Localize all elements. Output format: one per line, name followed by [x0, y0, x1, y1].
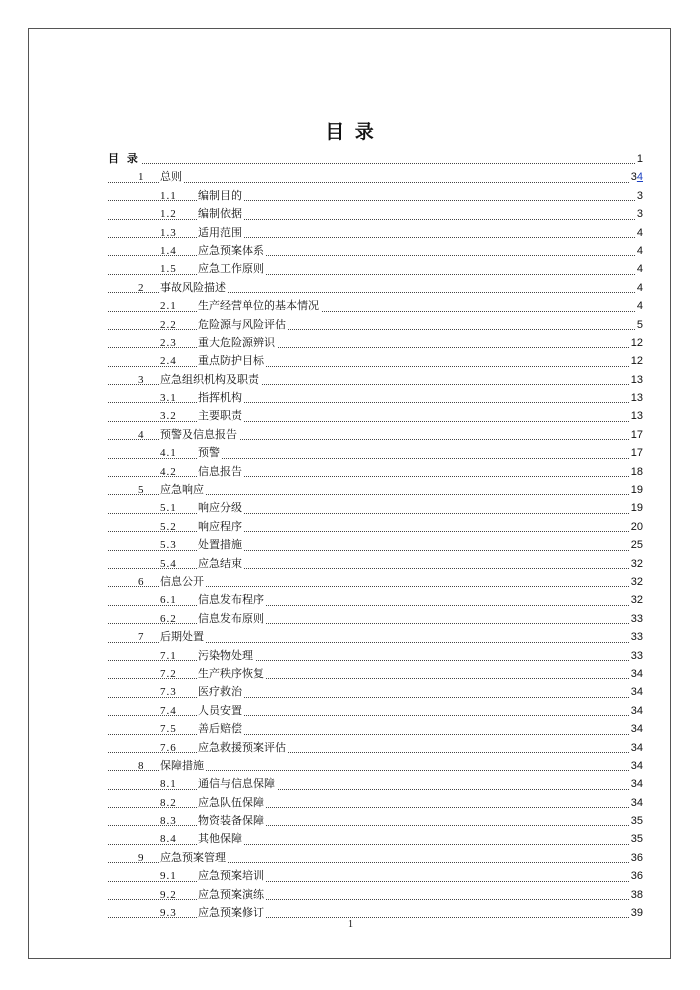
toc-entry-number: 3.1 — [160, 392, 177, 405]
toc-entry-page — [629, 426, 643, 444]
toc-entry-page — [629, 702, 643, 720]
toc-entry-number: 2.2 — [160, 318, 177, 331]
toc-entry-page-value: 32 — [630, 557, 643, 570]
toc-entry-number: 8.4 — [160, 833, 177, 846]
toc-entry-number: 2.3 — [160, 336, 177, 349]
toc-entry-page — [629, 389, 643, 407]
toc-entry-page-value: 13 — [630, 373, 643, 386]
footer-page-number: 1 — [348, 919, 353, 930]
toc-entry-page — [629, 591, 643, 609]
toc-entry-page — [635, 187, 643, 205]
toc-entry-number: 6.2 — [160, 612, 177, 625]
toc-entry-page-value: 4 — [636, 244, 643, 257]
toc-entry-page-value: 4 — [636, 281, 643, 294]
toc-entry-number: 5.2 — [160, 520, 177, 533]
dot-leader — [108, 752, 643, 753]
dot-leader — [108, 476, 643, 477]
toc-entry-label: 应急队伍保障 — [198, 794, 266, 812]
toc-entry-number: 5 — [138, 484, 145, 497]
toc-entry-label: 应急救援预案评估 — [198, 739, 288, 757]
toc-entry[interactable] — [108, 444, 643, 462]
toc-entry[interactable] — [108, 647, 643, 665]
toc-entry[interactable] — [108, 702, 643, 720]
toc-entry-page — [629, 463, 643, 481]
toc-entry-label: 重大危险源辨识 — [198, 334, 277, 352]
toc-entry-page-value: 12 — [630, 355, 643, 368]
toc-entry-page — [629, 739, 643, 757]
toc-entry[interactable] — [108, 297, 643, 315]
toc-entry-label: 信息报告 — [198, 463, 244, 481]
toc-entry-label: 总则 — [160, 168, 184, 186]
dot-leader — [108, 568, 643, 569]
toc-entry-page-value: 33 — [630, 631, 643, 644]
toc-entry-number: 1.1 — [160, 189, 177, 202]
toc-entry-page — [629, 371, 643, 389]
toc-entry-number: 2.1 — [160, 300, 177, 313]
toc-entry-page-value: 34 — [630, 778, 643, 791]
toc-entry-label: 生产秩序恢复 — [198, 665, 266, 683]
toc-entry-label: 人员安置 — [198, 702, 244, 720]
toc-entry-label: 预警 — [198, 444, 222, 462]
toc-entry[interactable] — [108, 665, 643, 683]
toc-entry[interactable] — [108, 794, 643, 812]
toc-entry[interactable] — [108, 224, 643, 242]
dot-leader — [108, 678, 643, 679]
toc-entry-label: 其他保障 — [198, 830, 244, 848]
toc-entry[interactable] — [108, 849, 643, 867]
toc-entry-number: 1.2 — [160, 208, 177, 221]
toc-entry[interactable] — [108, 555, 643, 573]
dot-leader — [108, 219, 643, 220]
toc-entry[interactable] — [108, 499, 643, 517]
toc-entry-number: 9.2 — [160, 888, 177, 901]
toc-entry-label: 应急工作原则 — [198, 260, 266, 278]
toc-entry-label: 应急组织机构及职责 — [160, 371, 261, 389]
toc-entry-label: 物资装备保障 — [198, 812, 266, 830]
toc-entry-page-value: 34 — [630, 667, 643, 680]
toc-entry-label: 应急预案修订 — [198, 904, 266, 922]
document-page — [28, 28, 671, 959]
toc-entry[interactable] — [108, 260, 643, 278]
dot-leader — [108, 899, 643, 900]
toc-entry-page-value: 13 — [630, 392, 643, 405]
toc-entry[interactable] — [108, 867, 643, 885]
toc-entry-page — [629, 573, 643, 591]
toc-entry-page — [629, 720, 643, 738]
toc-entry-page — [629, 499, 643, 517]
toc-entry-number: 1 — [138, 171, 145, 184]
toc-entry-label: 后期处置 — [160, 628, 206, 646]
toc-entry-page-value: 4 — [636, 226, 643, 239]
toc-entry-page-link[interactable]: 4 — [636, 171, 643, 184]
toc-entry-number: 5.4 — [160, 557, 177, 570]
toc-entry[interactable] — [108, 352, 643, 370]
toc-entry-page — [635, 279, 643, 297]
toc-entry-label: 危险源与风险评估 — [198, 316, 288, 334]
toc-entry-page — [629, 830, 643, 848]
toc-entry[interactable] — [108, 316, 643, 334]
toc-entry-page-value: 3 — [636, 189, 643, 202]
toc-entry-label: 重点防护目标 — [198, 352, 266, 370]
toc-entry-page-value: 4 — [636, 263, 643, 276]
toc-entry[interactable] — [108, 389, 643, 407]
toc-entry-number: 9.3 — [160, 907, 177, 920]
dot-leader — [108, 734, 643, 735]
toc-entry-number: 8.1 — [160, 778, 177, 791]
toc-entry-number: 3.2 — [160, 410, 177, 423]
dot-leader — [108, 347, 643, 348]
toc-entry-label: 事故风险描述 — [160, 279, 228, 297]
toc-entry-page-value: 3 — [636, 208, 643, 221]
toc-entry-label: 应急响应 — [160, 481, 206, 499]
toc-entry-label: 应急预案培训 — [198, 867, 266, 885]
toc-entry[interactable] — [108, 886, 643, 904]
toc-entry-page-value: 36 — [630, 870, 643, 883]
toc-entry-page-value: 34 — [630, 741, 643, 754]
toc-entry[interactable] — [108, 426, 643, 444]
dot-leader — [108, 881, 643, 882]
dot-leader — [108, 623, 643, 624]
toc-entry-page — [629, 849, 643, 867]
toc-entry-number: 4.1 — [160, 447, 177, 460]
toc-entry-page — [629, 334, 643, 352]
dot-leader — [108, 163, 643, 164]
toc-entry-page-value: 35 — [630, 815, 643, 828]
dot-leader — [108, 366, 643, 367]
dot-leader — [108, 660, 643, 661]
toc-entry-page-value: 34 — [630, 686, 643, 699]
toc-entry[interactable] — [108, 573, 643, 591]
toc-entry[interactable] — [108, 739, 643, 757]
toc-entry-page — [629, 775, 643, 793]
toc-entry-page — [629, 536, 643, 554]
toc-entry-number: 6.1 — [160, 594, 177, 607]
toc-entry[interactable] — [108, 168, 643, 186]
toc-entry[interactable] — [108, 150, 643, 168]
toc-entry-number: 2.4 — [160, 355, 177, 368]
toc-entry-page-value: 17 — [630, 428, 643, 441]
toc-entry-page — [629, 610, 643, 628]
toc-entry-label: 主要职责 — [198, 407, 244, 425]
toc-entry-page-value: 36 — [630, 851, 643, 864]
toc-entry-page — [629, 757, 643, 775]
dot-leader — [108, 274, 643, 275]
toc-entry-page-value: 32 — [630, 594, 643, 607]
toc-entry[interactable] — [108, 279, 643, 297]
dot-leader — [108, 531, 643, 532]
toc-entry-page — [629, 444, 643, 462]
toc-entry-page-value: 25 — [630, 539, 643, 552]
toc-entry-number: 8 — [138, 759, 145, 772]
toc-entry-page — [629, 886, 643, 904]
toc-entry-page-value: 39 — [630, 907, 643, 920]
toc-entry[interactable] — [108, 536, 643, 554]
toc-entry-number: 5.1 — [160, 502, 177, 515]
dot-leader — [108, 715, 643, 716]
toc-entry-label: 应急预案演练 — [198, 886, 266, 904]
toc-entry[interactable] — [108, 334, 643, 352]
toc-entry[interactable] — [108, 757, 643, 775]
toc-entry-page — [635, 316, 643, 334]
toc-entry-number: 3 — [138, 373, 145, 386]
toc-entry[interactable] — [108, 683, 643, 701]
toc-entry-page-value: 5 — [636, 318, 643, 331]
toc-entry-label: 适用范围 — [198, 224, 244, 242]
dot-leader — [108, 255, 643, 256]
toc-entry-label: 信息发布原则 — [198, 610, 266, 628]
dot-leader — [108, 402, 643, 403]
toc-entry[interactable] — [108, 481, 643, 499]
dot-leader — [108, 421, 643, 422]
toc-entry[interactable] — [108, 628, 643, 646]
dot-leader — [108, 789, 643, 790]
dot-leader — [108, 844, 643, 845]
toc-entry-label: 应急预案体系 — [198, 242, 266, 260]
toc-entry-page — [635, 297, 643, 315]
toc-entry-number: 1.4 — [160, 244, 177, 257]
dot-leader — [108, 237, 643, 238]
toc-entry-page — [629, 683, 643, 701]
toc-entry-number: 6 — [138, 575, 145, 588]
toc-entry-number: 1.3 — [160, 226, 177, 239]
toc-entry-page-value: 34 — [630, 704, 643, 717]
toc-entry-page — [629, 628, 643, 646]
dot-leader — [108, 807, 643, 808]
toc-entry-page-value: 1 — [636, 153, 643, 165]
toc-entry-page — [629, 867, 643, 885]
toc-entry-label: 编制依据 — [198, 205, 244, 223]
toc-entry-number: 7.4 — [160, 704, 177, 717]
toc-entry-label: 信息公开 — [160, 573, 206, 591]
toc-entry-label: 应急结束 — [198, 555, 244, 573]
toc-entry-label: 应急预案管理 — [160, 849, 228, 867]
toc-entry-label: 保障措施 — [160, 757, 206, 775]
toc-entry[interactable] — [108, 610, 643, 628]
toc-entry-page-value: 4 — [636, 300, 643, 313]
toc-entry-page — [629, 407, 643, 425]
toc-entry-number: 4.2 — [160, 465, 177, 478]
toc-entry-page-value: 13 — [630, 410, 643, 423]
toc-entry-number: 2 — [138, 281, 145, 294]
toc-entry-number: 8.3 — [160, 815, 177, 828]
toc-entry-page-value: 34 — [630, 759, 643, 772]
toc-entry-label: 处置措施 — [198, 536, 244, 554]
toc-entry[interactable] — [108, 187, 643, 205]
toc-entry-label: 响应分级 — [198, 499, 244, 517]
toc-entry-page-value: 19 — [630, 502, 643, 515]
page-title: 目 录 — [325, 121, 376, 143]
toc-entry-page-value: 35 — [630, 833, 643, 846]
toc-entry-page — [635, 224, 643, 242]
toc-entry-number: 5.3 — [160, 539, 177, 552]
toc-entry-label: 信息发布程序 — [198, 591, 266, 609]
toc-entry-page — [629, 168, 643, 186]
dot-leader — [108, 182, 643, 183]
toc-entry-page-value: 20 — [630, 520, 643, 533]
toc-entry-page-value: 19 — [630, 484, 643, 497]
toc-entry[interactable] — [108, 371, 643, 389]
toc-entry-page — [635, 260, 643, 278]
toc-entry-number: 9 — [138, 851, 145, 864]
toc-entry-number: 7.1 — [160, 649, 177, 662]
toc-entry-label: 医疗救治 — [198, 683, 244, 701]
toc-entry[interactable] — [108, 591, 643, 609]
dot-leader — [108, 458, 643, 459]
dot-leader — [108, 825, 643, 826]
toc-entry-label: 目 录 — [108, 150, 142, 168]
toc-entry[interactable] — [108, 720, 643, 738]
toc-entry[interactable] — [108, 775, 643, 793]
toc-entry-number: 1.5 — [160, 263, 177, 276]
toc-entry-page — [629, 904, 643, 922]
toc-entry-page-value: 3 — [630, 171, 637, 184]
toc-entry-label: 响应程序 — [198, 518, 244, 536]
toc-entry-label: 善后赔偿 — [198, 720, 244, 738]
toc-entry-page-value: 18 — [630, 465, 643, 478]
toc-entry[interactable] — [108, 518, 643, 536]
toc-entry-page-value: 33 — [630, 612, 643, 625]
toc-entry-page-value: 32 — [630, 575, 643, 588]
toc-entry-label: 指挥机构 — [198, 389, 244, 407]
toc-entry-page — [629, 665, 643, 683]
toc-entry-page-value: 34 — [630, 796, 643, 809]
toc-entry-page-value: 17 — [630, 447, 643, 460]
toc-entry[interactable] — [108, 407, 643, 425]
toc-entry-number: 4 — [138, 428, 145, 441]
toc-entry[interactable] — [108, 242, 643, 260]
dot-leader — [108, 200, 643, 201]
toc-entry[interactable] — [108, 205, 643, 223]
toc-entry-label: 生产经营单位的基本情况 — [198, 297, 321, 315]
toc-entry-page-value: 33 — [630, 649, 643, 662]
toc-entry-page — [629, 352, 643, 370]
toc-entry-page-value: 38 — [630, 888, 643, 901]
dot-leader — [108, 605, 643, 606]
toc-entry-page-value: 34 — [630, 723, 643, 736]
dot-leader — [108, 513, 643, 514]
toc-entry-label: 预警及信息报告 — [160, 426, 239, 444]
toc-entry-page — [629, 794, 643, 812]
toc-entry-page — [629, 647, 643, 665]
toc-entry-number: 7.2 — [160, 667, 177, 680]
table-of-contents — [108, 150, 643, 922]
toc-entry[interactable] — [108, 830, 643, 848]
toc-entry-page — [629, 518, 643, 536]
toc-entry-page — [629, 481, 643, 499]
toc-entry-page — [629, 812, 643, 830]
dot-leader — [108, 697, 643, 698]
dot-leader — [108, 329, 643, 330]
toc-entry-number: 7.6 — [160, 741, 177, 754]
toc-entry-page — [635, 205, 643, 223]
dot-leader — [108, 550, 643, 551]
toc-entry[interactable] — [108, 463, 643, 481]
toc-entry-label: 通信与信息保障 — [198, 775, 277, 793]
toc-entry-label: 编制目的 — [198, 187, 244, 205]
toc-entry-number: 7 — [138, 631, 145, 644]
toc-entry-number: 9.1 — [160, 870, 177, 883]
toc-entry-number: 8.2 — [160, 796, 177, 809]
toc-entry-number: 7.5 — [160, 723, 177, 736]
toc-entry-page — [635, 242, 643, 260]
toc-entry-page-value: 12 — [630, 336, 643, 349]
toc-entry-number: 7.3 — [160, 686, 177, 699]
dot-leader — [108, 311, 643, 312]
toc-entry-label: 污染物处理 — [198, 647, 255, 665]
toc-entry-page — [635, 150, 643, 168]
toc-entry-page — [629, 555, 643, 573]
toc-entry[interactable] — [108, 812, 643, 830]
